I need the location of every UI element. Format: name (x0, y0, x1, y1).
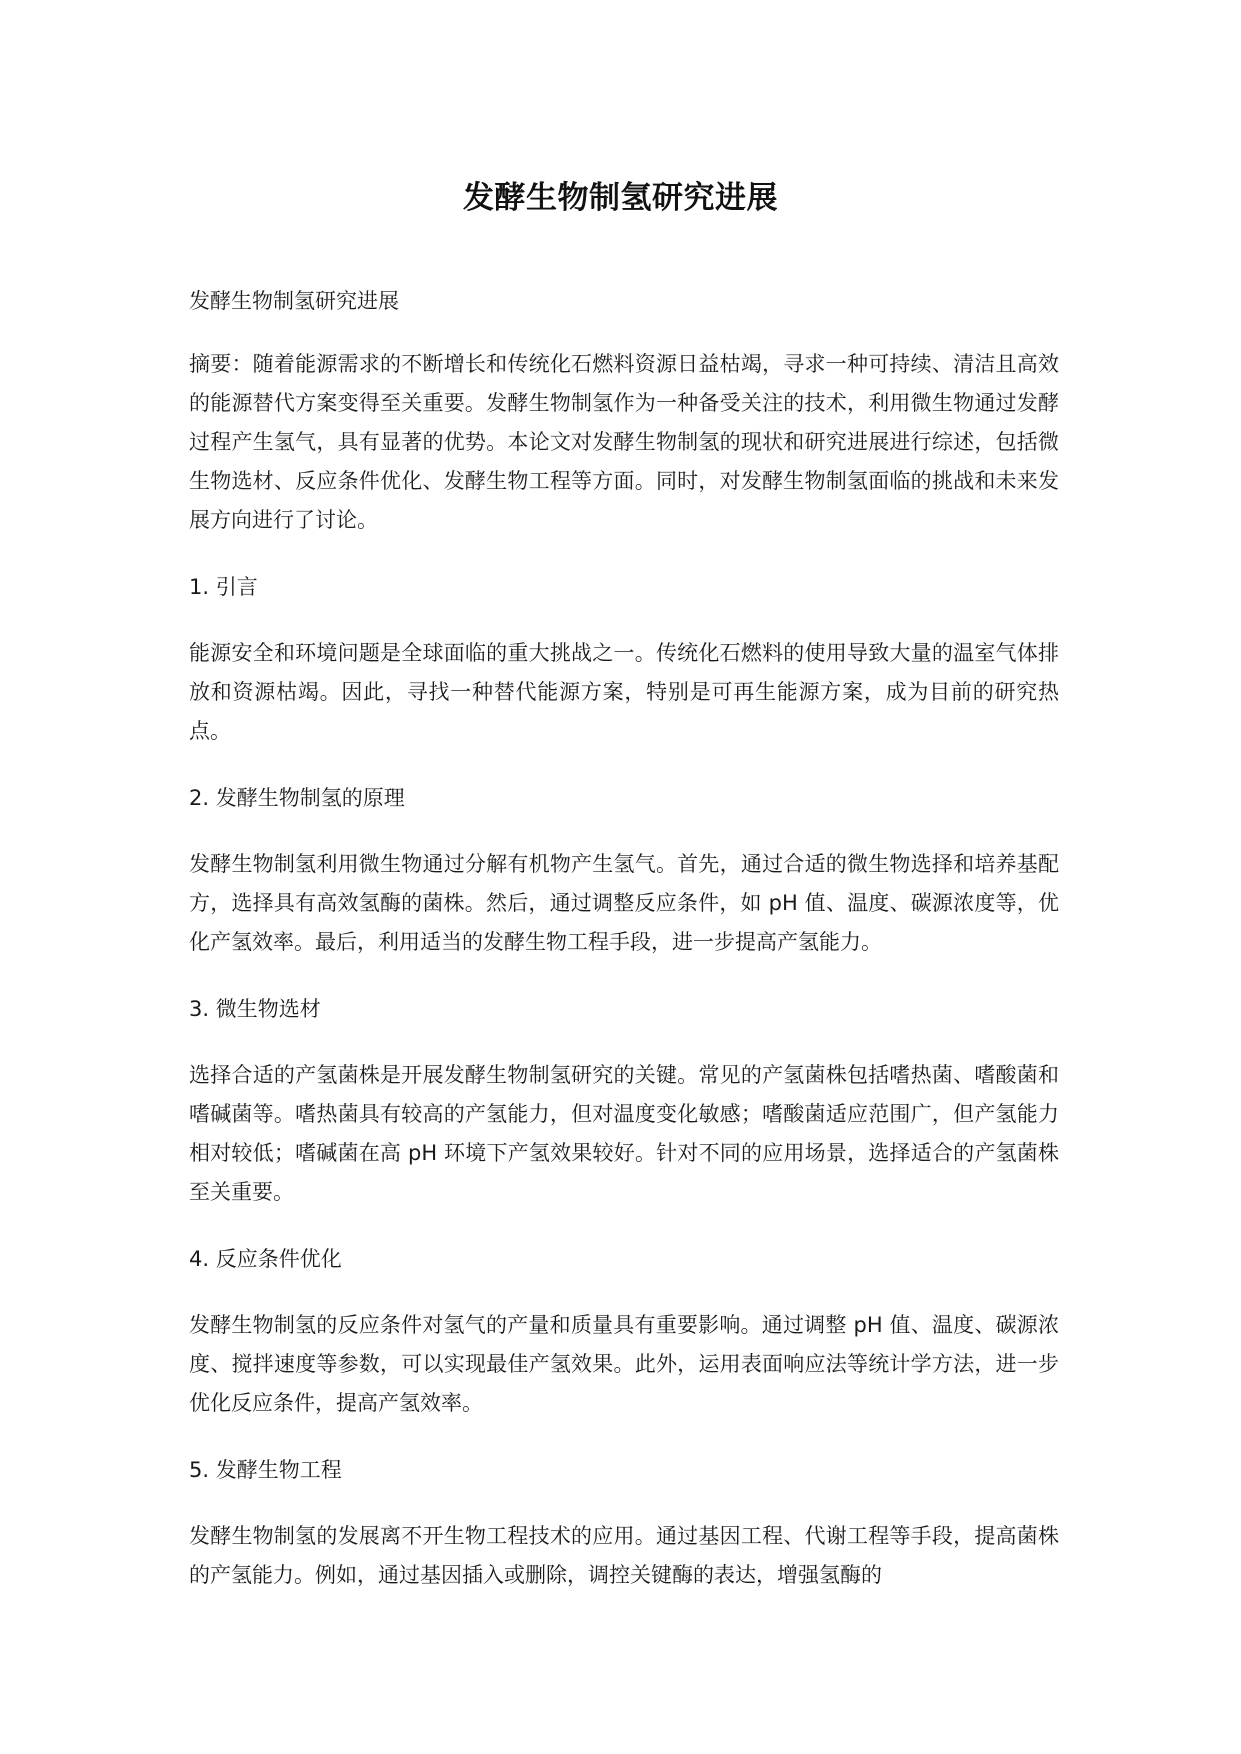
section-body-introduction: 能源安全和环境问题是全球面临的重大挑战之一。传统化石燃料的使用导致大量的温室气体排放和资源枯竭。因此，寻找一种替代能源方案，特别是可再生能源方案，成为目前的研究热点。 (189, 641, 1059, 743)
document-title: 发酵生物制氢研究进展 (463, 180, 778, 216)
section-heading-condition-optimization: 4. 反应条件优化 (189, 1247, 342, 1271)
section-body-condition-optimization: 发酵生物制氢的反应条件对氢气的产量和质量具有重要影响。通过调整 pH 值、温度、碳源浓度、搅拌速度等参数，可以实现最佳产氢效果。此外，运用表面响应法等统计学方法，进一步优化反应条件，提高产氢效率。 (189, 1313, 1059, 1415)
section-body-bioengineering: 发酵生物制氢的发展离不开生物工程技术的应用。通过基因工程、代谢工程等手段，提高菌株的产氢能力。例如，通过基因插入或删除，调控关键酶的表达，增强氢酶的 (189, 1524, 1059, 1587)
section-body-microbe-selection: 选择合适的产氢菌株是开展发酵生物制氢研究的关键。常见的产氢菌株包括嗜热菌、嗜酸菌和嗜碱菌等。嗜热菌具有较高的产氢能力，但对温度变化敏感；嗜酸菌适应范围广，但产氢能力相对较低；嗜碱菌在高 pH 环境下产氢效果较好。针对不同的应用场景，选择适合的产氢菌株至关重要。 (189, 1063, 1059, 1204)
abstract-paragraph: 摘要：随着能源需求的不断增长和传统化石燃料资源日益枯竭，寻求一种可持续、清洁且高效的能源替代方案变得至关重要。发酵生物制氢作为一种备受关注的技术，利用微生物通过发酵过程产生氢气，具有显著的优势。本论文对发酵生物制氢的现状和研究进展进行综述，包括微生物选材、反应条件优化、发酵生物工程等方面。同时，对发酵生物制氢面临的挑战和未来发展方向进行了讨论。 (189, 352, 1059, 532)
document-body (189, 282, 1059, 1623)
section-heading-principle: 2. 发酵生物制氢的原理 (189, 786, 405, 810)
section-heading-bioengineering: 5. 发酵生物工程 (189, 1458, 342, 1482)
section-body-principle: 发酵生物制氢利用微生物通过分解有机物产生氢气。首先，通过合适的微生物选择和培养基配方，选择具有高效氢酶的菌株。然后，通过调整反应条件，如 pH 值、温度、碳源浓度等，优化产氢效率。最后，利用适当的发酵生物工程手段，进一步提高产氢能力。 (189, 852, 1059, 954)
section-heading-microbe-selection: 3. 微生物选材 (189, 997, 321, 1021)
section-heading-introduction: 1. 引言 (189, 575, 258, 599)
document-subtitle: 发酵生物制氢研究进展 (189, 289, 399, 313)
